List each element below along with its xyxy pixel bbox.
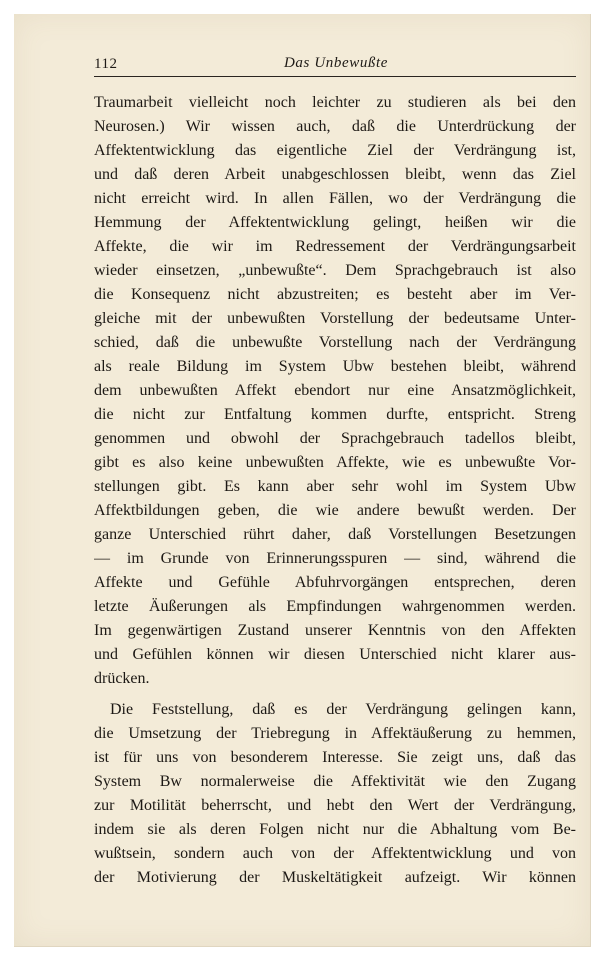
text-line: gleiche mit der unbewußten Vorstellung der bedeutsame Unter- xyxy=(94,310,576,327)
text-line: Traumarbeit vielleicht noch leichter zu studieren als bei den xyxy=(94,94,576,111)
text-line: Affektentwicklung das eigentliche Ziel der Verdrängung ist, xyxy=(94,142,576,159)
body-text xyxy=(94,91,576,890)
text-line: die Konsequenz nicht abzustreiten; es besteht aber im Ver- xyxy=(94,286,576,303)
text-line: drücken. xyxy=(94,670,150,687)
paragraph-2 xyxy=(94,698,576,890)
text-line: Hemmung der Affektentwicklung gelingt, heißen wir die xyxy=(94,214,576,231)
text-line: nicht erreicht wird. In allen Fällen, wo der Verdrängung die xyxy=(94,190,576,207)
text-line: Affekte, die wir im Redressement der Verdrängungsarbeit xyxy=(94,238,576,255)
text-line: System Bw normalerweise die Affektivität wie den Zugang xyxy=(94,773,576,790)
page-number: 112 xyxy=(94,56,118,72)
text-line: gibt es also keine unbewußten Affekte, wie es unbewußte Vor- xyxy=(94,454,576,471)
text-line: dem unbewußten Affekt ebendort nur eine Ansatzmöglichkeit, xyxy=(94,382,576,399)
running-head: Das Unbewußte xyxy=(284,55,389,71)
paragraph-1 xyxy=(94,91,576,691)
text-line: zur Motilität beherrscht, und hebt den Wert der Verdrängung, xyxy=(94,797,576,814)
text-line: genommen und obwohl der Sprachgebrauch tadellos bleibt, xyxy=(94,430,576,447)
text-line: und Gefühlen können wir diesen Unterschied nicht klarer aus- xyxy=(94,646,576,663)
text-line: Neurosen.) Wir wissen auch, daß die Unterdrückung der xyxy=(94,118,576,135)
text-line: — im Grunde von Erinnerungsspuren — sind, während die xyxy=(94,550,576,567)
text-line: und daß deren Arbeit unabgeschlossen bleibt, wenn das Ziel xyxy=(94,166,576,183)
book-page xyxy=(14,14,591,947)
text-line: Im gegenwärtigen Zustand unserer Kenntnis von den Affekten xyxy=(94,622,576,639)
text-line: stellungen gibt. Es kann aber sehr wohl im System Ubw xyxy=(94,478,576,495)
text-line: als reale Bildung im System Ubw bestehen bleibt, während xyxy=(94,358,576,375)
text-line: letzte Äußerungen als Empfindungen wahrgenommen werden. xyxy=(94,598,576,615)
text-line: Affektbildungen geben, die wie andere bewußt werden. Der xyxy=(94,502,576,519)
text-line: schied, daß die unbewußte Vorstellung nach der Verdrängung xyxy=(94,334,576,351)
text-line: der Motivierung der Muskeltätigkeit aufzeigt. Wir können xyxy=(94,869,576,886)
text-line: Affekte und Gefühle Abfuhrvorgängen entsprechen, deren xyxy=(94,574,576,591)
paragraph-gap xyxy=(94,691,576,698)
text-line: die nicht zur Entfaltung kommen durfte, entspricht. Streng xyxy=(94,406,576,423)
text-line: ganze Unterschied rührt daher, daß Vorstellungen Besetzungen xyxy=(94,526,576,543)
text-line: ist für uns von besonderem Interesse. Sie zeigt uns, daß das xyxy=(94,749,576,766)
text-line: die Umsetzung der Triebregung in Affektäußerung zu hemmen, xyxy=(94,725,576,742)
page-header xyxy=(94,54,576,77)
text-line: wußtsein, sondern auch von der Affektentwicklung und von xyxy=(94,845,576,862)
text-line: wieder einsetzen, „unbewußte“. Dem Sprachgebrauch ist also xyxy=(94,262,576,279)
text-line: indem sie als deren Folgen nicht nur die Abhaltung vom Be- xyxy=(94,821,576,838)
text-line: Die Feststellung, daß es der Verdrängung gelingen kann, xyxy=(110,701,576,718)
